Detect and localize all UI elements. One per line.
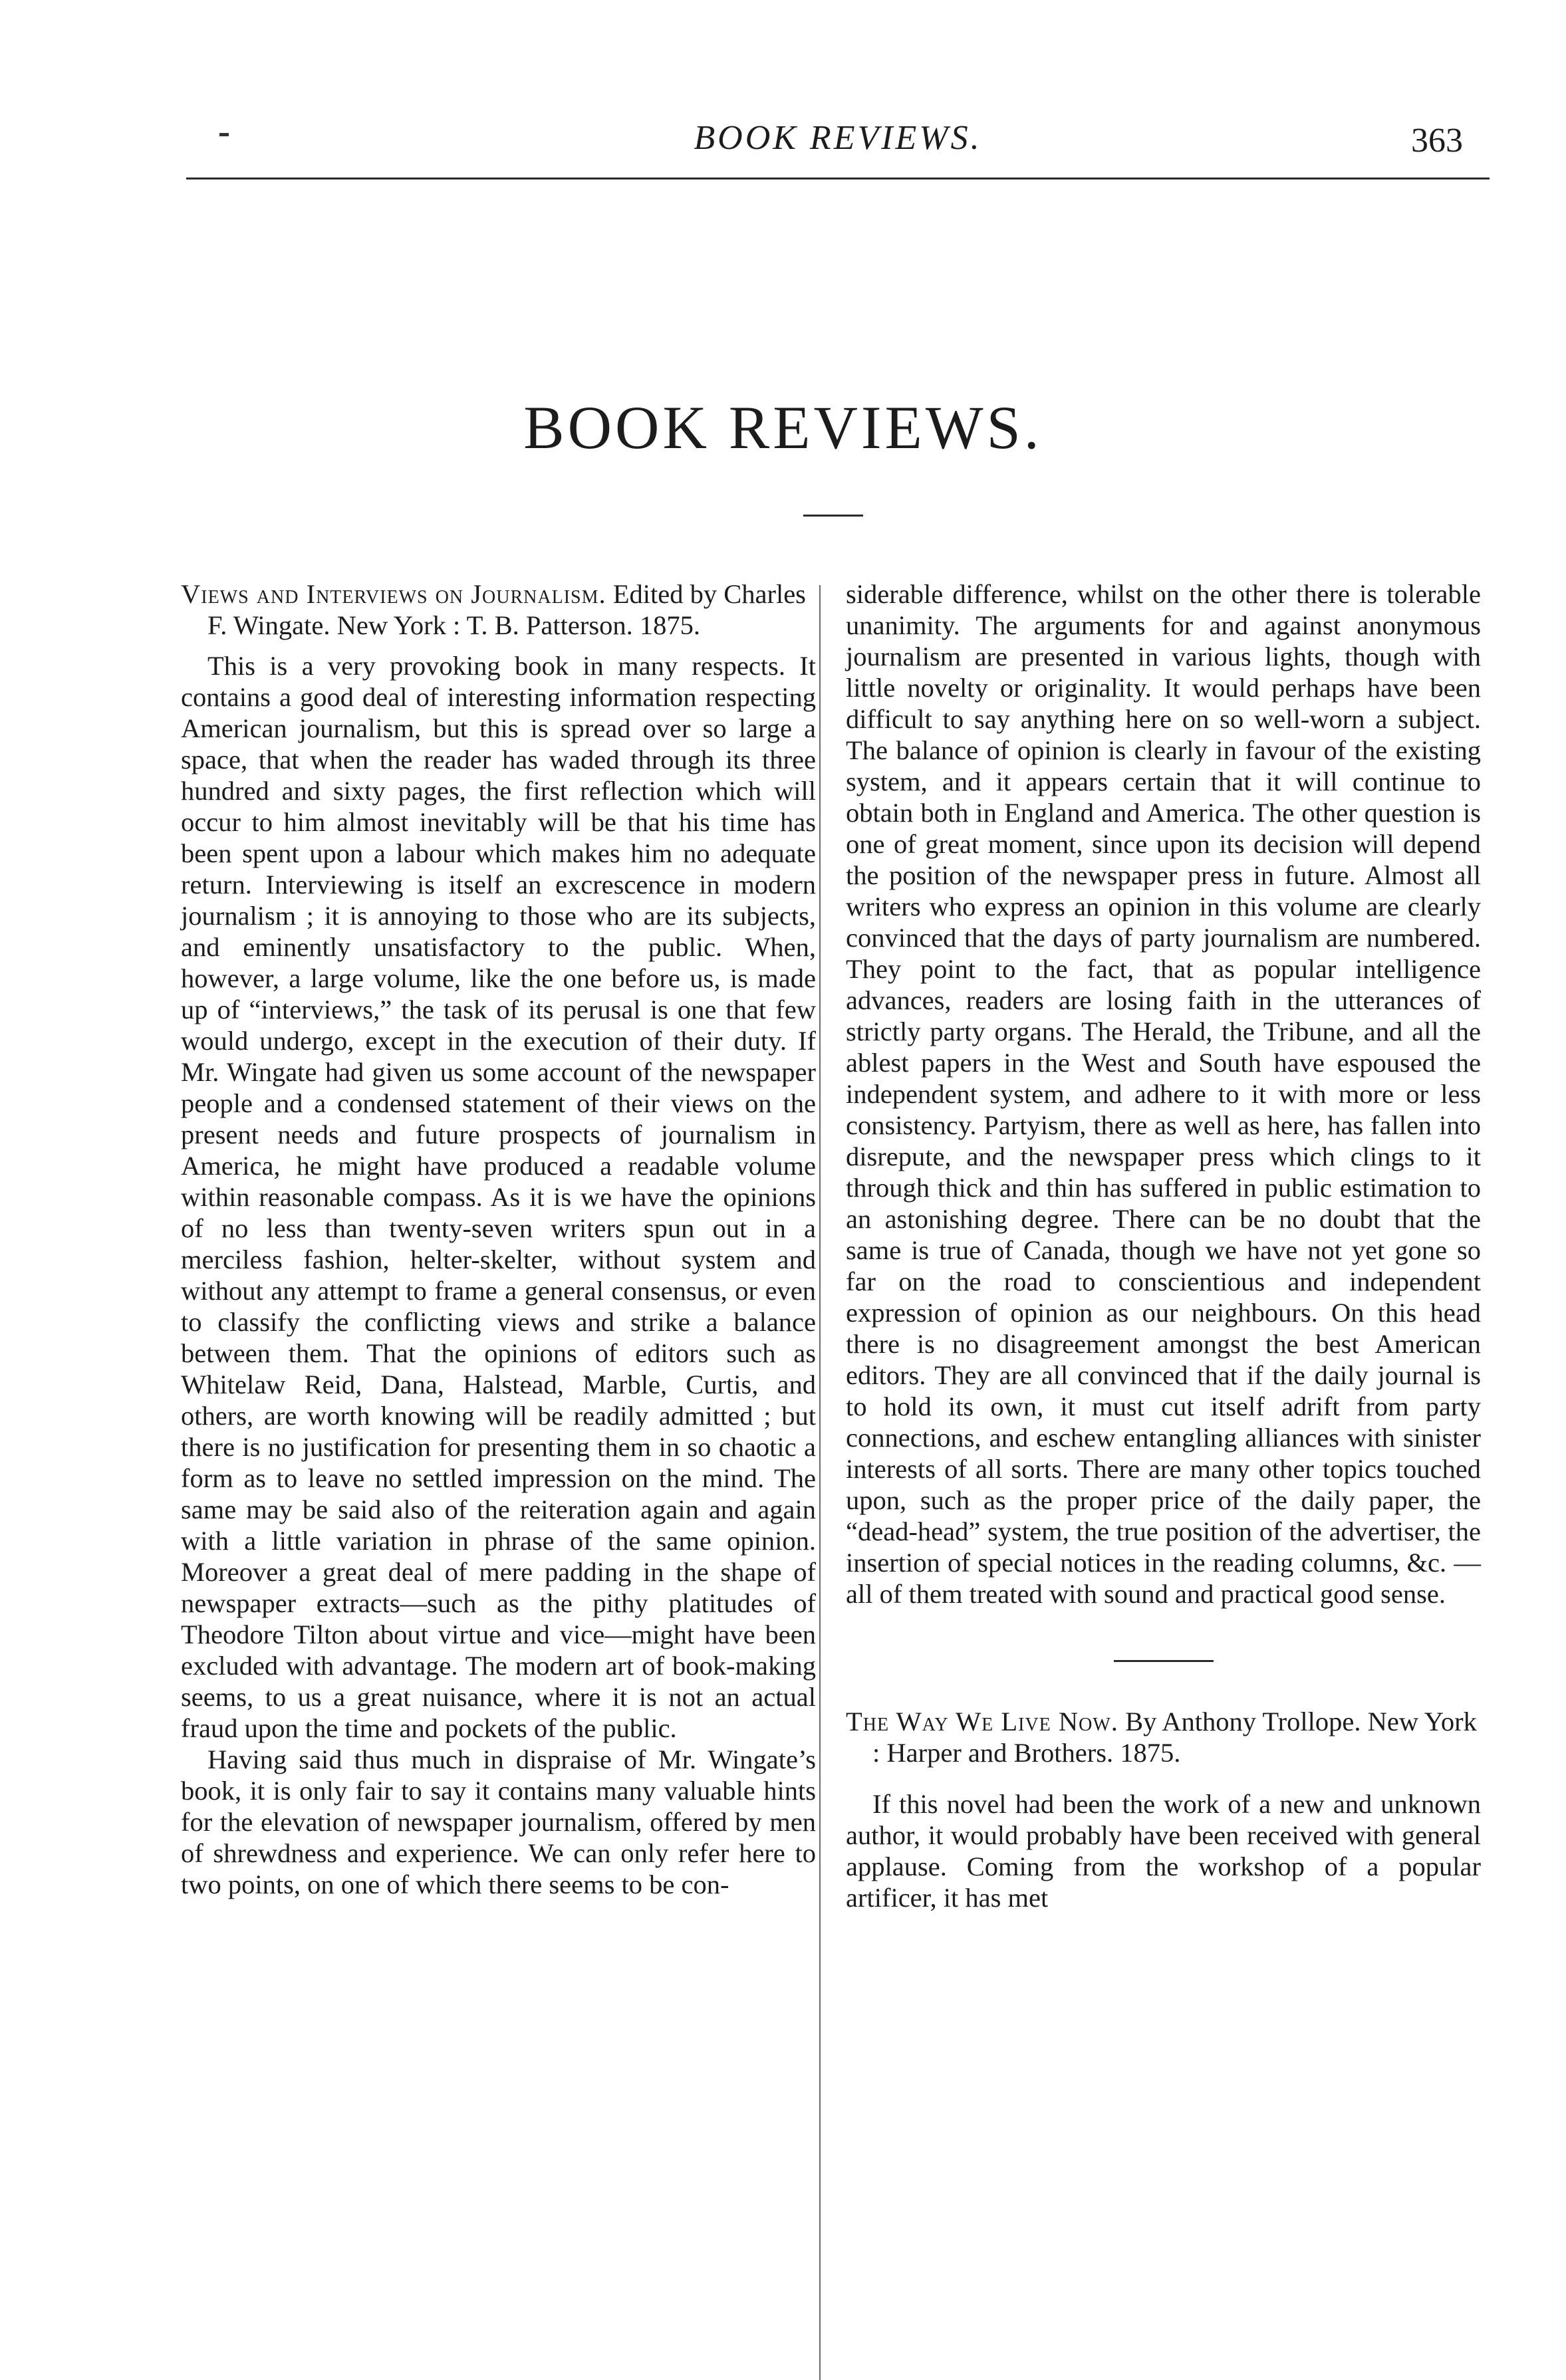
page-number: 363 bbox=[1411, 122, 1463, 160]
review-paragraph: This is a very provoking book in many respects. It contains a good deal of interesting information respecting American journalism, but this is spread over so large a space, that when the reader has waded through its three hundred and sixty pages, the first reflection which will occur to him almost inevitably will be that his time has been spent upon a labour which makes him no adequate return. Interviewing is itself an excrescence in modern journalism ; it is annoying to those who are its subjects, and eminently unsatisfactory to the public. When, however, a large volume, like the one before us, is made up of “interviews,” the task of its perusal is one that few would undergo, except in the execution of their duty. If Mr. Wingate had given us some account of the newspaper people and a condensed statement of their views on the present needs and future prospects of journalism in America, he might have produced a readable volume within reasonable compass. As it is we have the opinions of no less than twenty-seven writers spun out in a merciless fashion, helter-skelter, without system and without any attempt to frame a general consensus, or even to classify the conflicting views and strike a balance between them. That the opinions of editors such as Whitelaw Reid, Dana, Halstead, Marble, Curtis, and others, are worth knowing will be readily admitted ; but there is no justification for presenting them in so chaotic a form as to leave no settled impression on the mind. The same may be said also of the reiteration again and again with a little variation in phrase of the same opinion. Moreover a great deal of mere padding in the shape of newspaper extracts—such as the pithy platitudes of Theodore Tilton about virtue and vice—might have been excluded with advantage. The modern art of book-making seems, to us a great nuisance, where it is not an actual fraud upon the time and pockets of the public. bbox=[181, 651, 816, 1743]
section-title: BOOK REVIEWS. bbox=[523, 394, 1043, 461]
running-head bbox=[186, 106, 1490, 179]
review-heading bbox=[846, 1706, 1481, 1768]
review-title: The Way We Live Now. bbox=[846, 1707, 1118, 1736]
review-separator bbox=[1114, 1660, 1214, 1662]
review-citation: Edited by Charles F. Wingate. New York : T. B. Patterson. 1875. bbox=[207, 579, 806, 640]
review-paragraph: If this novel had been the work of a new and unknown author, it would probably have been received with general applause. Coming from the workshop of a popular artificer, it has met bbox=[846, 1789, 1481, 1913]
review-continuation: siderable difference, whilst on the other there is tolerable unanimity. The arguments for and against anonymous journalism are presented in various lights, though with little novelty or originality. It would perhaps have been difficult to say anything here on so well-worn a subject. The balance of opinion is clearly in favour of the existing system, and it appears certain that it will continue to obtain both in England and America. The other question is one of great moment, since upon its decision will depend the position of the newspaper press in future. Almost all writers who express an opinion in this volume are clearly convinced that the days of party journalism are numbered. They point to the fact, that as popular intelligence advances, readers are losing faith in the utterances of strictly party organs. The Herald, the Tribune, and all the ablest papers in the West and South have espoused the independent system, and adhere to it with more or less consistency. Partyism, there as well as here, has fallen into disrepute, and the newspaper press which clings to it through thick and thin has suffered in public estimation to an astonishing degree. There can be no doubt that the same is true of Canada, though we have not yet gone so far on the road to conscientious and independent expression of opinion as our neighbours. On this head there is no disagreement amongst the best American editors. They are all convinced that if the daily journal is to hold its own, it must cut itself adrift from party connections, and eschew entangling alliances with sinister interests of all sorts. There are many other topics touched upon, such as the proper price of the daily paper, the “dead-head” system, the true position of the advertiser, the insertion of special notices in the reading columns, &c. —all of them treated with sound and practical good sense. bbox=[846, 579, 1481, 1609]
review-paragraph: Having said thus much in dispraise of Mr. Wingate’s book, it is only fair to say it contains many valuable hints for the elevation of newspaper journalism, offered by men of shrewdness and experience. We can only refer here to two points, on one of which there seems to be con- bbox=[181, 1744, 816, 1899]
left-column bbox=[181, 578, 816, 1900]
header-rule bbox=[186, 178, 1490, 179]
column-divider bbox=[819, 585, 821, 2380]
review-citation: By Anthony Trollope. New York : Harper and Brothers. 1875. bbox=[872, 1707, 1477, 1768]
right-column bbox=[846, 578, 1481, 1913]
review-heading bbox=[181, 578, 816, 641]
title-rule bbox=[803, 515, 863, 517]
running-head-title: BOOK REVIEWS. bbox=[694, 119, 982, 157]
review-title: Views and Interviews on Journalism. bbox=[181, 579, 606, 609]
